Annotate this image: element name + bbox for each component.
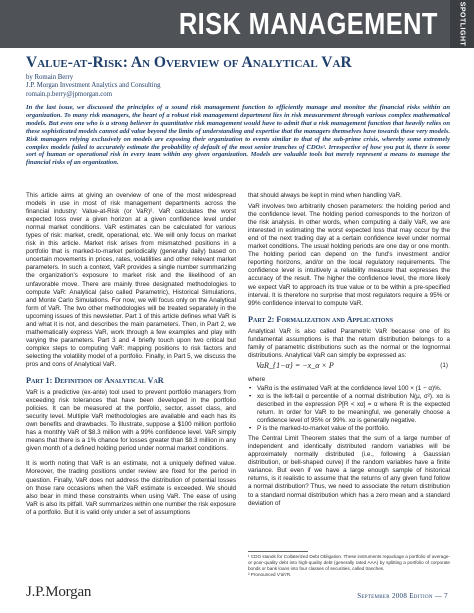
footnotes [248,554,450,578]
author-affiliation: J.P. Morgan Investment Analytics and Consulting [26,82,161,90]
author-block [26,74,161,99]
jpmorgan-logo: J.P.Morgan [26,584,92,600]
part1-paragraph-2: It is worth noting that VaR is an estimate, not a uniquely defined value. Moreover, the trading positions under review are fixed for the period in question. Finally, VaR does not address the distribution of potential losses on those rare occasions when the VaR estimate is exceeded. We should also bear in mind these constraints when using VaR. The ease of using VaR is also its pitfall. VaR summarizes within one number the risk exposure of a portfolio. But it is valid only under a set of assumptions [26,460,236,516]
article-title: Value-at-Risk: An Overview of Analytical VaR [26,54,352,71]
page-footer: September 2008 Edition — 7 [357,592,448,600]
part2-heading: Part 2: Formalization and Applications [248,314,394,324]
var-formula [256,362,450,374]
author-email[interactable]: romain.p.berry@jpmorgan.com [26,90,112,98]
intro-paragraph: This article aims at giving an overview of one of the most widespread models in use in most of risk management departments across the financial industry: Value-at-Risk (or VaR)². VaR calculates the worst expected loss over a given horizon at a given confidence level under normal market conditions. VaR estimates can be calculated for various types of risk: market, credit, operational, etc. We will only focus on market risk in this article. Market risk arises from mismatched positions in a portfolio that is marked-to-market periodically (generally daily) based on uncertain movements in prices, rates, volatilities and other relevant market parameters. In such a context, VaR provides a single number summarizing the organization's exposure to market risk and the likelihood of an unfavorable move. There are mainly three designated methodologies to compute VaR: Analytical (also called Parametric), Historical Simulations, and Monte Carlo Simulations. For now, we will focus only on the Analytical form of VaR. The two other methodologies will be treated separately in the upcoming issues of this newsletter. Part 1 of this article defines what VaR is and what it is not, and describes the main parameters. Then, in Part 2, we mathematically express VaR, work through a few examples and play with varying the parameters. Part 3 and 4 briefly touch upon two critical but complex steps to computing VaR: mapping positions to risk factors and selecting the volatility model of a portfolio. Finally, in Part 5, we discuss the pros and cons of Analytical VaR. [26,192,236,368]
footnote-divider [248,551,308,552]
left-column [26,192,236,517]
parameters-paragraph: VaR involves two arbitrarily chosen parameters: the holding period and the confidence level. The holding period corresponds to the horizon of the risk analysis. In other words, when computing a daily VaR, we are interested in estimating the worst expected loss that may occur by the end of the next trading day at a certain confidence level under normal market conditions. The usual holding periods are one day or one month. The holding period can depend on the fund's investment and/or reporting horizons, and/or on the local regulatory requirements. The confidence level is intuitively a reliability measure that expresses the accuracy of the result. The higher the confidence level, the more likely we expect VaR to approach its true value or to be within a pre-specified interval. It is therefore no surprise that most regulators require a 95% or 99% confidence interval to compute VaR. [248,203,450,307]
footnote-2: ² Pronounced V'ah'R. [248,571,292,577]
spotlight-label: SPOTLIGHT [458,1,466,47]
list-item: • VaRα is the estimated VaR at the confidence level 100 × (1 − α)%. [248,385,450,393]
equation-number: (1) [440,361,448,369]
footnote-1: ¹ CDO stands for Collaterized Debt Obligation. These instruments repackage a portfolio of average- or poor-quality debt into high-quality debt (generally rated AAA) by splitting a portfolio of corporate bonds or bank loans into four classes of securities, called tranches. [248,554,450,571]
part2-paragraph-1: Analytical VaR is also called Parametric VaR because one of its fundamental assumptions is that the return distribution belongs to a family of parametric distributions such as the normal or the lognormal distributions. Analytical VaR can simply be expressed as: [248,327,450,359]
section-title: RISK MANAGEMENT [179,6,438,41]
list-item: • xα is the left-tail α percentile of a normal distribution N(μ, σ²). xα is described in the expression P[R < xα] = α where R is the expected return. In order for VaR to be meaningful, we generally choose a confidence level of 95% or 99%. xα is generally negative. [248,393,450,425]
part1-heading: Part 1: Definition of Analytical VaR [26,376,164,386]
clt-paragraph: The Central Limit Theorem states that the sum of a large number of independent and identically distributed random variables will be approximately normally distributed (i.e., following a Gaussian distribution, or bell-shaped curve) if the random variables have a finite variance. But even if we have a large enough sample of historical returns, is it realistic to assume that the returns of any given fund follow a normal distribution? Thus, we need to associate the return distribution to a standard normal distribution which has a zero mean and a standard deviation of [248,435,450,507]
header-banner [0,0,474,48]
author-name: by Romain Berry [26,74,74,81]
formula-text: VaR_{1−α} = −x_α × P [256,360,334,370]
right-column [248,192,450,508]
abstract: In the last issue, we discussed the principles of a sound risk management function to efficiently manage and monitor the financial risks within an organization. To many risk managers, the heart of a robust risk management department lies in risk measurement through various complex mathematical models. But even one who is a strong believer in quantitative risk management would have to admit that a risk management function that heavily relies on these sophisticated models cannot add value beyond the limits of understanding and expertise that the managers themselves have towards these very models. Risk managers relying exclusively on models are exposing their organization to events similar to that of the sub-prime crisis, whereby some extremely complex models failed to accurately estimate the probability of default of the most senior tranches of CDOs¹. Irrespective of how you put it, there is some sort of human or operational risk in every team within any given organization. Models are valuable tools but merely represent a means to manage the financial risks of an organization. [26,104,450,167]
definition-list [248,385,450,433]
spotlight-tab [450,0,474,48]
continued-paragraph: that should always be kept in mind when handling VaR. [248,192,402,199]
part1-paragraph-1: VaR is a predictive (ex-ante) tool used to prevent portfolio managers from exceeding risk tolerances that have been developed in the portfolio policies. It can be measured at the portfolio, sector, asset class, and security level. Multiple VaR methodologies are available and each has its own benefits and drawbacks. To illustrate, suppose a $100 million portfolio has a monthly VaR of $8.3 million with a 99% confidence level. VaR simply means that there is a 1% chance for losses greater than $8.3 million in any given month of a defined holding period under normal market conditions. [26,389,236,453]
list-item: • P is the marked-to-market value of the portfolio. [248,425,450,433]
where-label: where [248,375,266,383]
